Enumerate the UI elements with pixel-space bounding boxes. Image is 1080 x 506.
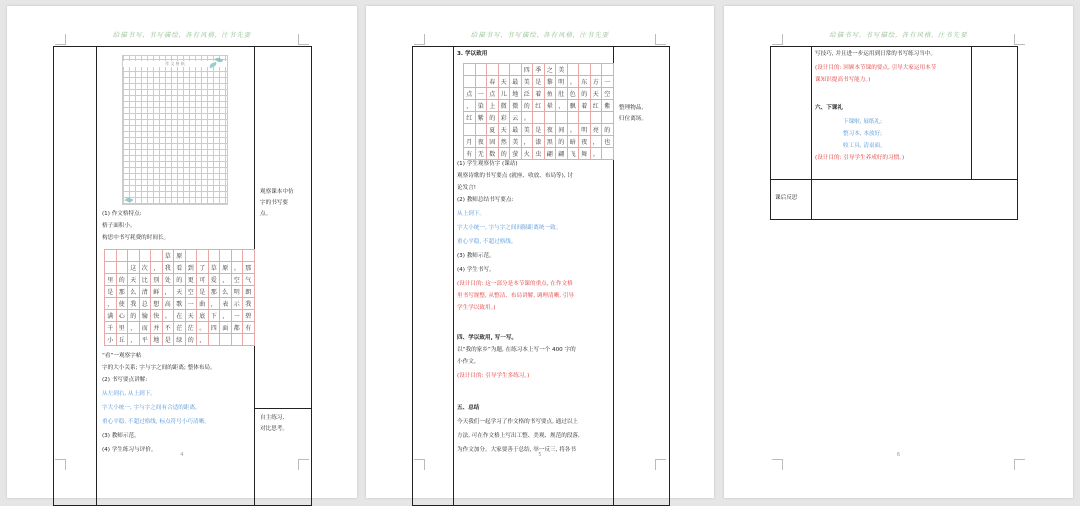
text-line: 格子面积小。 bbox=[102, 223, 136, 229]
poem-cell: 并 bbox=[151, 322, 163, 334]
poem-cell: ， bbox=[128, 322, 140, 334]
poem-cell: 快 bbox=[151, 310, 163, 322]
poem-cell: 东 bbox=[579, 76, 591, 88]
poem-cell: 茫 bbox=[174, 322, 186, 334]
poem-cell bbox=[464, 64, 476, 76]
text-line: (1) 作文格特点: bbox=[102, 211, 142, 217]
poem-row bbox=[464, 88, 614, 100]
poem-cell bbox=[105, 262, 117, 274]
poem-cell: 然 bbox=[498, 136, 510, 148]
poem-cell bbox=[220, 334, 232, 346]
poem-cell: 鲜 bbox=[151, 286, 163, 298]
poem-cell: 也 bbox=[602, 136, 614, 148]
text-line: 为作文加分。大家要善于总结, 举一反三, 将各书 bbox=[457, 447, 576, 453]
poem-cell: 原 bbox=[174, 250, 186, 262]
poem-cell: 季 bbox=[533, 64, 545, 76]
poem-cell: 空 bbox=[602, 88, 614, 100]
poem-cell: 云 bbox=[510, 112, 522, 124]
text-line: 从左到右, 从上到下。 bbox=[102, 391, 156, 397]
poem-grid-caoyuan bbox=[104, 249, 255, 346]
poem-cell: 有 bbox=[243, 322, 255, 334]
poem-row bbox=[464, 112, 614, 124]
poem-cell: 下 bbox=[208, 310, 220, 322]
text-line: 重心平稳, 不超过格线。 bbox=[457, 239, 517, 245]
poem-cell: 四 bbox=[208, 322, 220, 334]
poem-cell: 是 bbox=[533, 124, 545, 136]
poem-cell: 明 bbox=[579, 124, 591, 136]
text-line: (设计目的: 回顾本节课的要点, 引导大家运用本节 bbox=[815, 65, 937, 71]
poem-cell: 明 bbox=[231, 286, 243, 298]
text-line: 小作文。 bbox=[457, 359, 480, 365]
poem-cell: 萤 bbox=[510, 148, 522, 160]
poem-cell: 到 bbox=[185, 262, 197, 274]
poem-cell: 千 bbox=[105, 322, 117, 334]
poem-cell: 间 bbox=[556, 124, 568, 136]
text-line: 学生学以致用。) bbox=[457, 305, 496, 311]
poem-cell: 最 bbox=[510, 76, 522, 88]
poem-cell bbox=[243, 250, 255, 262]
poem-cell: 月 bbox=[464, 136, 476, 148]
poem-cell: 而 bbox=[139, 322, 151, 334]
lesson-table bbox=[412, 46, 670, 506]
poem-cell: ， bbox=[197, 334, 209, 346]
poem-cell bbox=[487, 64, 499, 76]
poem-row bbox=[105, 274, 255, 286]
poem-cell bbox=[510, 64, 522, 76]
poem-cell: 了 bbox=[197, 262, 209, 274]
practice-grid-sheet bbox=[122, 55, 228, 205]
page-header: 给描书写, 书写描绘, 各有风格, 注书先要 bbox=[829, 31, 968, 39]
poem-cell bbox=[567, 112, 579, 124]
poem-cell: 里 bbox=[105, 274, 117, 286]
poem-cell: 的 bbox=[556, 136, 568, 148]
poem-row bbox=[464, 124, 614, 136]
text-line: 课知识提高书写能力。) bbox=[815, 77, 871, 83]
poem-cell: 。 bbox=[521, 112, 533, 124]
poem-cell: 固 bbox=[487, 136, 499, 148]
poem-cell: 我 bbox=[162, 262, 174, 274]
document-page-1 bbox=[7, 6, 357, 498]
poem-cell: 。 bbox=[567, 76, 579, 88]
poem-cell: 表 bbox=[220, 298, 232, 310]
poem-cell: 清 bbox=[139, 286, 151, 298]
text-line: 收工具, 清桌面。 bbox=[843, 143, 886, 149]
poem-cell bbox=[602, 112, 614, 124]
poem-cell: 美 bbox=[521, 124, 533, 136]
poem-cell: 的 bbox=[487, 112, 499, 124]
poem-cell bbox=[231, 334, 243, 346]
crop-mark bbox=[772, 459, 783, 470]
text-line: (设计目的: 引导学生养成好的习惯。) bbox=[815, 155, 905, 161]
poem-row bbox=[464, 64, 614, 76]
text-line: 从上到下。 bbox=[457, 211, 485, 217]
poem-cell: 都 bbox=[231, 322, 243, 334]
poem-cell: 天 bbox=[590, 88, 602, 100]
poem-cell: 一 bbox=[231, 310, 243, 322]
poem-cell: 。 bbox=[567, 124, 579, 136]
poem-cell: 染 bbox=[475, 100, 487, 112]
page-number: 6 bbox=[896, 452, 901, 458]
poem-cell: ， bbox=[208, 298, 220, 310]
poem-cell: 春 bbox=[487, 76, 499, 88]
poem-row bbox=[464, 136, 614, 148]
text-line: (1) 学生观察仿字 (课站) bbox=[457, 161, 518, 167]
poem-cell bbox=[590, 64, 602, 76]
text-line: (2) 书写要点讲解: bbox=[102, 377, 148, 383]
poem-cell bbox=[544, 112, 556, 124]
poem-row bbox=[105, 334, 255, 346]
poem-cell: 泛 bbox=[521, 88, 533, 100]
poem-cell: ， bbox=[464, 100, 476, 112]
poem-cell: 鱼 bbox=[544, 88, 556, 100]
poem-cell: 。 bbox=[162, 310, 174, 322]
poem-cell: 心 bbox=[116, 310, 128, 322]
poem-cell: 飞 bbox=[567, 148, 579, 160]
poem-cell: 飘 bbox=[567, 100, 579, 112]
poem-cell bbox=[243, 334, 255, 346]
poem-cell: 面 bbox=[220, 322, 232, 334]
poem-cell: 黑 bbox=[544, 136, 556, 148]
poem-cell: 是 bbox=[533, 76, 545, 88]
text-line: (4) 学生练习与评价。 bbox=[102, 447, 157, 453]
side-note-practice: 自主练习, 对比思考。 bbox=[260, 415, 288, 432]
poem-cell bbox=[185, 250, 197, 262]
lesson-table bbox=[770, 46, 1018, 220]
poem-cell bbox=[116, 250, 128, 262]
poem-cell: 彩 bbox=[498, 112, 510, 124]
poem-cell: 亮 bbox=[590, 124, 602, 136]
poem-cell: 么 bbox=[128, 286, 140, 298]
poem-cell bbox=[128, 250, 140, 262]
poem-cell: 火 bbox=[521, 148, 533, 160]
poem-cell bbox=[556, 112, 568, 124]
poem-cell: 漆 bbox=[533, 136, 545, 148]
text-line: 字的大小关系; 字与字之间的距离; 整体布局。 bbox=[102, 365, 216, 371]
poem-cell: 夏 bbox=[487, 124, 499, 136]
poem-cell: 肚 bbox=[556, 88, 568, 100]
poem-row bbox=[464, 100, 614, 112]
poem-cell: 儿 bbox=[498, 88, 510, 100]
poem-cell: 无 bbox=[475, 148, 487, 160]
poem-cell: ， bbox=[220, 274, 232, 286]
text-line: 方法, 可在作文格上写出工整、美观、规范的段落, bbox=[457, 433, 580, 439]
section-heading: 四、学以致用, 写一写。 bbox=[457, 335, 518, 341]
text-line: (3) 教师示范。 bbox=[102, 433, 140, 439]
poem-cell: 么 bbox=[220, 286, 232, 298]
poem-cell: 示 bbox=[231, 298, 243, 310]
poem-cell: 碧 bbox=[243, 310, 255, 322]
poem-cell: 红 bbox=[533, 100, 545, 112]
poem-cell bbox=[567, 64, 579, 76]
text-line: (2) 教师总结书写要点: bbox=[457, 197, 514, 203]
poem-cell: 更 bbox=[185, 274, 197, 286]
poem-cell bbox=[590, 112, 602, 124]
poem-cell: 最 bbox=[510, 124, 522, 136]
text-line: (设计目的: 引导学生多练习。) bbox=[457, 373, 530, 379]
poem-cell bbox=[231, 250, 243, 262]
column-divider bbox=[971, 47, 972, 179]
poem-cell: 曲 bbox=[197, 298, 209, 310]
poem-cell: 总 bbox=[139, 298, 151, 310]
poem-cell: ， bbox=[220, 310, 232, 322]
poem-cell bbox=[208, 334, 220, 346]
poem-cell: 高 bbox=[162, 298, 174, 310]
text-line: (4) 学生书写。 bbox=[457, 267, 495, 273]
text-line: 写技巧, 并且进一步运用到日常的书写练习当中。 bbox=[815, 51, 937, 57]
poem-cell: 的 bbox=[128, 310, 140, 322]
text-line: 字大小统一, 字与字之间间隔距离统一致。 bbox=[457, 225, 562, 231]
document-page-2 bbox=[366, 6, 714, 498]
poem-cell: 微 bbox=[498, 100, 510, 112]
poem-cell: 方 bbox=[590, 76, 602, 88]
text-line: 构思中书写耗费的时间长。 bbox=[102, 235, 170, 241]
side-note-observe: 观察课本中仿 字的书写要 点。 bbox=[260, 189, 294, 217]
poem-cell: 的 bbox=[116, 274, 128, 286]
section-heading: 六、下课礼 bbox=[815, 105, 843, 111]
poem-cell: 里 bbox=[116, 322, 128, 334]
poem-cell: 爱 bbox=[208, 274, 220, 286]
poem-cell: 翩 bbox=[544, 148, 556, 160]
poem-cell: 草 bbox=[162, 250, 174, 262]
poem-cell bbox=[498, 64, 510, 76]
poem-cell: 是 bbox=[105, 286, 117, 298]
grid-sheet-title: 作 文 格 纸 bbox=[123, 61, 227, 67]
poem-cell: 天 bbox=[128, 274, 140, 286]
poem-cell: 紫 bbox=[475, 112, 487, 124]
text-line: “看”一观察字帖 bbox=[102, 353, 142, 359]
row-divider bbox=[771, 179, 1017, 180]
poem-cell: 点 bbox=[487, 88, 499, 100]
column-divider bbox=[96, 47, 97, 505]
poem-cell bbox=[579, 64, 591, 76]
text-line: 论发言! bbox=[457, 185, 477, 191]
side-note-tidy: 整理物品, 归位离场。 bbox=[619, 105, 647, 122]
poem-cell: 不 bbox=[162, 322, 174, 334]
poem-row bbox=[105, 262, 255, 274]
poem-cell bbox=[105, 250, 117, 262]
column-divider bbox=[453, 47, 454, 505]
poem-cell: 想 bbox=[151, 298, 163, 310]
poem-cell: 夜 bbox=[579, 136, 591, 148]
poem-cell: 空 bbox=[231, 274, 243, 286]
text-line: 下课啦, 展纸礼; bbox=[843, 119, 883, 125]
poem-cell: 美 bbox=[521, 76, 533, 88]
poem-cell: 晕 bbox=[544, 100, 556, 112]
poem-cell: 别 bbox=[151, 274, 163, 286]
poem-cell bbox=[208, 250, 220, 262]
poem-cell: 上 bbox=[487, 100, 499, 112]
poem-cell: 紫 bbox=[602, 100, 614, 112]
poem-cell: 可 bbox=[197, 274, 209, 286]
poem-cell bbox=[139, 250, 151, 262]
poem-row bbox=[105, 250, 255, 262]
poem-cell: 这 bbox=[128, 262, 140, 274]
poem-cell bbox=[220, 250, 232, 262]
poem-cell: 美 bbox=[510, 136, 522, 148]
poem-cell: 。 bbox=[590, 148, 602, 160]
poem-cell: 草 bbox=[208, 262, 220, 274]
poem-cell: 丘 bbox=[116, 334, 128, 346]
poem-cell: 红 bbox=[590, 100, 602, 112]
poem-cell: 色 bbox=[567, 88, 579, 100]
poem-cell: 黎 bbox=[544, 76, 556, 88]
poem-cell: 地 bbox=[151, 334, 163, 346]
poem-cell: 是 bbox=[197, 286, 209, 298]
crop-mark bbox=[1014, 459, 1025, 470]
poem-cell: 微 bbox=[510, 100, 522, 112]
poem-cell: 使 bbox=[116, 298, 128, 310]
poem-cell bbox=[116, 262, 128, 274]
poem-cell: 数 bbox=[487, 148, 499, 160]
text-line: 观察诗歌的书写要点 (就座、收放、布局等), 讨 bbox=[457, 173, 573, 179]
poem-cell: 朗 bbox=[243, 286, 255, 298]
document-page-3 bbox=[724, 6, 1073, 498]
page-number: 4 bbox=[180, 452, 184, 458]
page-number: 5 bbox=[538, 452, 542, 458]
poem-row bbox=[105, 298, 255, 310]
poem-cell bbox=[475, 64, 487, 76]
page-header: 给描书写, 书写描绘, 各有风格, 注书先要 bbox=[112, 31, 252, 39]
poem-cell: 的 bbox=[498, 148, 510, 160]
poem-cell: 绿 bbox=[174, 334, 186, 346]
poem-cell: 那 bbox=[116, 286, 128, 298]
poem-grid-four-seasons bbox=[463, 63, 614, 160]
poem-cell: 有 bbox=[464, 148, 476, 160]
row-divider bbox=[254, 408, 311, 409]
text-line: 重心平稳, 不超过格线, 标点符号小巧清晰。 bbox=[102, 419, 210, 425]
poem-row bbox=[105, 310, 255, 322]
poem-cell bbox=[197, 250, 209, 262]
poem-cell: 在 bbox=[174, 310, 186, 322]
leaf-decoration bbox=[125, 197, 134, 203]
poem-row bbox=[464, 148, 614, 160]
poem-cell bbox=[475, 76, 487, 88]
poem-row bbox=[105, 322, 255, 334]
page-header: 给描书写, 书写描绘, 各有风格, 注书先要 bbox=[470, 31, 610, 39]
poem-cell bbox=[579, 112, 591, 124]
poem-cell: 明 bbox=[556, 76, 568, 88]
poem-cell bbox=[602, 148, 614, 160]
poem-cell: 平 bbox=[139, 334, 151, 346]
poem-cell: 看 bbox=[174, 262, 186, 274]
poem-cell bbox=[475, 124, 487, 136]
poem-cell bbox=[602, 64, 614, 76]
poem-cell: 一 bbox=[185, 298, 197, 310]
lesson-table bbox=[53, 46, 312, 506]
poem-cell: ， bbox=[128, 334, 140, 346]
reflection-label: 课后反思 bbox=[775, 195, 798, 201]
section-heading: 五、总结 bbox=[457, 405, 480, 411]
poem-cell: 气 bbox=[243, 274, 255, 286]
poem-cell: 愉 bbox=[139, 310, 151, 322]
poem-cell: 的 bbox=[602, 124, 614, 136]
text-line: 字大小统一, 字与字之间有合适的距离。 bbox=[102, 405, 201, 411]
poem-cell: 红 bbox=[464, 112, 476, 124]
poem-cell: 小 bbox=[105, 334, 117, 346]
poem-cell: 的 bbox=[185, 334, 197, 346]
poem-cell: 的 bbox=[174, 274, 186, 286]
text-line: (3) 教师示范。 bbox=[457, 253, 495, 259]
poem-cell: 原 bbox=[220, 262, 232, 274]
poem-cell: 歌 bbox=[174, 298, 186, 310]
poem-cell: ， bbox=[590, 136, 602, 148]
poem-cell: 夜 bbox=[544, 124, 556, 136]
poem-cell: 是 bbox=[162, 334, 174, 346]
poem-cell: ， bbox=[556, 100, 568, 112]
poem-cell: 暗 bbox=[567, 136, 579, 148]
poem-cell: 。 bbox=[197, 322, 209, 334]
column-divider bbox=[811, 47, 812, 219]
text-line: 里书写规整, 从整洁、布局讲解, 调理清晰, 引导 bbox=[457, 293, 574, 299]
poem-cell: 茫 bbox=[185, 322, 197, 334]
poem-cell: 次 bbox=[139, 262, 151, 274]
poem-cell: 夜 bbox=[475, 136, 487, 148]
poem-cell: ， bbox=[521, 136, 533, 148]
poem-cell: 天 bbox=[498, 76, 510, 88]
poem-cell: 四 bbox=[521, 64, 533, 76]
poem-cell: 舞 bbox=[579, 148, 591, 160]
poem-row bbox=[105, 286, 255, 298]
text-line: (设计目的: 这一部分是本节课的重点, 在作文格 bbox=[457, 281, 573, 287]
poem-cell: 那 bbox=[243, 262, 255, 274]
poem-cell bbox=[151, 250, 163, 262]
text-line: 以“我的家乡”为题, 在练习本上写一个 400 字的 bbox=[457, 347, 576, 353]
poem-cell: 那 bbox=[208, 286, 220, 298]
poem-cell: 天 bbox=[174, 286, 186, 298]
poem-cell bbox=[464, 124, 476, 136]
poem-cell: 的 bbox=[521, 100, 533, 112]
poem-cell: 翩 bbox=[556, 148, 568, 160]
poem-cell: 一 bbox=[602, 76, 614, 88]
poem-cell bbox=[464, 76, 476, 88]
poem-cell: 。 bbox=[231, 262, 243, 274]
poem-cell: 着 bbox=[533, 88, 545, 100]
poem-cell: ， bbox=[105, 298, 117, 310]
poem-cell bbox=[533, 112, 545, 124]
text-line: 整习本, 本放好; bbox=[843, 131, 883, 137]
poem-cell: ， bbox=[162, 286, 174, 298]
poem-cell: 之 bbox=[544, 64, 556, 76]
poem-cell: 的 bbox=[579, 88, 591, 100]
poem-cell: 虫 bbox=[533, 148, 545, 160]
poem-cell: 我 bbox=[243, 298, 255, 310]
poem-cell: 空 bbox=[185, 286, 197, 298]
poem-cell: 比 bbox=[139, 274, 151, 286]
poem-cell: 天 bbox=[498, 124, 510, 136]
poem-cell: ， bbox=[151, 262, 163, 274]
text-line: 今天我们一起学习了作文格的书写要点, 通过以上 bbox=[457, 419, 579, 425]
poem-cell: 一 bbox=[475, 88, 487, 100]
poem-cell: 底 bbox=[197, 310, 209, 322]
poem-cell: 美 bbox=[556, 64, 568, 76]
poem-cell: 满 bbox=[105, 310, 117, 322]
poem-cell: 天 bbox=[185, 310, 197, 322]
poem-row bbox=[464, 76, 614, 88]
poem-cell: 我 bbox=[128, 298, 140, 310]
poem-cell: 地 bbox=[510, 88, 522, 100]
poem-cell: 点 bbox=[464, 88, 476, 100]
section-title: 3. 学以致用 bbox=[457, 51, 488, 57]
poem-cell: 着 bbox=[579, 100, 591, 112]
poem-cell: 处 bbox=[162, 274, 174, 286]
